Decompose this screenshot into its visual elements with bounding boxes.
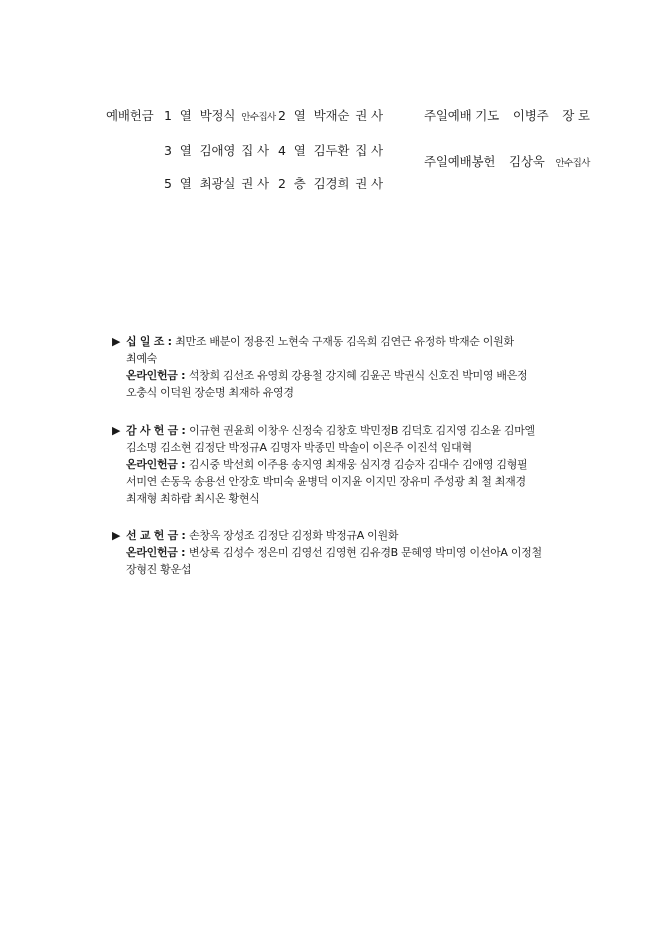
mission-section: ▶ 선 교 헌 금 : 손창옥 장성조 김정단 김정화 박정규A 이원화 온라인헌금 : 변상록 김성수 정은미 김영선 김영현 김유경B 문혜영 박미영 이선아A 이정철 장형진 황운섭 [112,527,572,578]
sunday-offering-label: 주일예배봉헌 [424,154,496,169]
offering-row-unit: 열 [179,143,192,158]
mission-names: 손창옥 장성조 김정단 김정화 박정규A 이원화 [189,529,399,542]
thanks-online-names-cont2: 최재형 최하람 최시온 황현식 [126,492,260,505]
offering-row-number: 3 [164,143,172,158]
tithe-names: 최만조 배분이 정용진 노현숙 구재동 김옥희 김연근 유정하 박재순 이원화 [175,335,514,348]
thanks-section: ▶ 감 사 헌 금 : 이규현 권윤희 이창우 신정숙 김창호 박민정B 김덕호 김지영 김소윤 김마엘 김소명 김소현 김정단 박정규A 김명자 박종민 박솔이 이은주 이진석 임대혁 온라인헌금 : 김시중 박선희 이주용 송지영 최재웅 심지경 김승자 김대수 김애영 김형필 서미연 손동욱 송용선 안장호 박미숙 윤병덕 이지윤 이지민 장유미 주성광 최 철 최재경 최재형 최하람 최시온 황현식 [112,422,572,507]
mission-label: 선 교 헌 금 [126,529,178,542]
sunday-prayer-label: 주일예배 기도 [424,108,500,123]
thanks-label: 감 사 헌 금 [126,424,178,437]
offering-entry [278,106,383,124]
offering-row-unit: 열 [179,176,192,191]
triangle-bullet-icon: ▶ [112,335,121,348]
offering-entry [278,141,383,159]
offering-person-role: 안수집사 [241,112,276,123]
triangle-bullet-icon: ▶ [112,424,121,437]
offering-row-unit: 열 [293,143,306,158]
offering-entry [278,174,383,192]
offering-row-number: 5 [164,176,172,191]
offering-row-number: 1 [164,108,172,123]
mission-online-label: 온라인헌금 [126,546,178,559]
tithe-online-label: 온라인헌금 [126,369,178,382]
offering-person-name: 김두환 [313,143,350,158]
offering-row-number: 2 [278,108,286,123]
worship-offering-title: 예배헌금 [106,108,154,123]
offering-person-role: 권 사 [355,108,383,123]
sunday-offering [424,152,590,170]
offering-person-name: 김애영 [199,143,236,158]
sunday-prayer [424,106,590,124]
offering-person-name: 박정식 [199,108,236,123]
mission-online-names: 변상록 김성수 정은미 김영선 김영현 김유경B 문혜영 박미영 이선아A 이정철 [188,546,542,559]
offering-row-unit: 층 [293,176,306,191]
offering-person-name: 최광실 [199,176,236,191]
sunday-offering-name: 김상욱 [509,154,545,169]
offering-row-unit: 열 [179,108,192,123]
thanks-online-label: 온라인헌금 [126,458,178,471]
tithe-label: 십 일 조 [126,335,165,348]
offering-entry [164,141,269,159]
triangle-bullet-icon: ▶ [112,529,121,542]
thanks-names-cont: 김소명 김소현 김정단 박정규A 김명자 박종민 박솔이 이은주 이진석 임대혁 [126,441,472,454]
tithe-section: ▶ 십 일 조 : 최만조 배분이 정용진 노현숙 구재동 김옥희 김연근 유정하 박재순 이원화 최예숙 온라인헌금 : 석창희 김선조 유영희 강용철 강지혜 김윤곤 박권식 신호진 박미영 배은정 오충식 이덕원 장순명 최재하 유영경 [112,333,572,401]
offering-person-role: 권 사 [355,176,383,191]
offering-person-role: 권 사 [241,176,269,191]
offering-row-number: 2 [278,176,286,191]
thanks-online-names: 김시중 박선희 이주용 송지영 최재웅 심지경 김승자 김대수 김애영 김형필 [188,458,528,471]
offering-entry [164,106,276,124]
offering-person-role: 집 사 [355,143,383,158]
tithe-online-names: 석창희 김선조 유영희 강용철 강지혜 김윤곤 박권식 신호진 박미영 배은정 [188,369,528,382]
thanks-names: 이규현 권윤희 이창우 신정숙 김창호 박민정B 김덕호 김지영 김소윤 김마엘 [189,424,535,437]
tithe-names-cont: 최예숙 [126,352,157,365]
sunday-offering-role: 안수집사 [555,158,590,169]
offering-person-name: 김경희 [313,176,350,191]
thanks-online-names-cont: 서미연 손동욱 송용선 안장호 박미숙 윤병덕 이지윤 이지민 장유미 주성광 최 철 최재경 [126,475,526,488]
offering-entry [164,174,269,192]
offering-row-number: 4 [278,143,286,158]
offering-person-name: 박재순 [313,108,350,123]
offering-person-role: 집 사 [241,143,269,158]
mission-online-names-cont: 장형진 황운섭 [126,563,192,576]
offering-row-unit: 열 [293,108,306,123]
sunday-prayer-role: 장 로 [562,108,590,123]
sunday-prayer-name: 이병주 [512,108,549,123]
tithe-online-names-cont: 오충식 이덕원 장순명 최재하 유영경 [126,386,294,399]
